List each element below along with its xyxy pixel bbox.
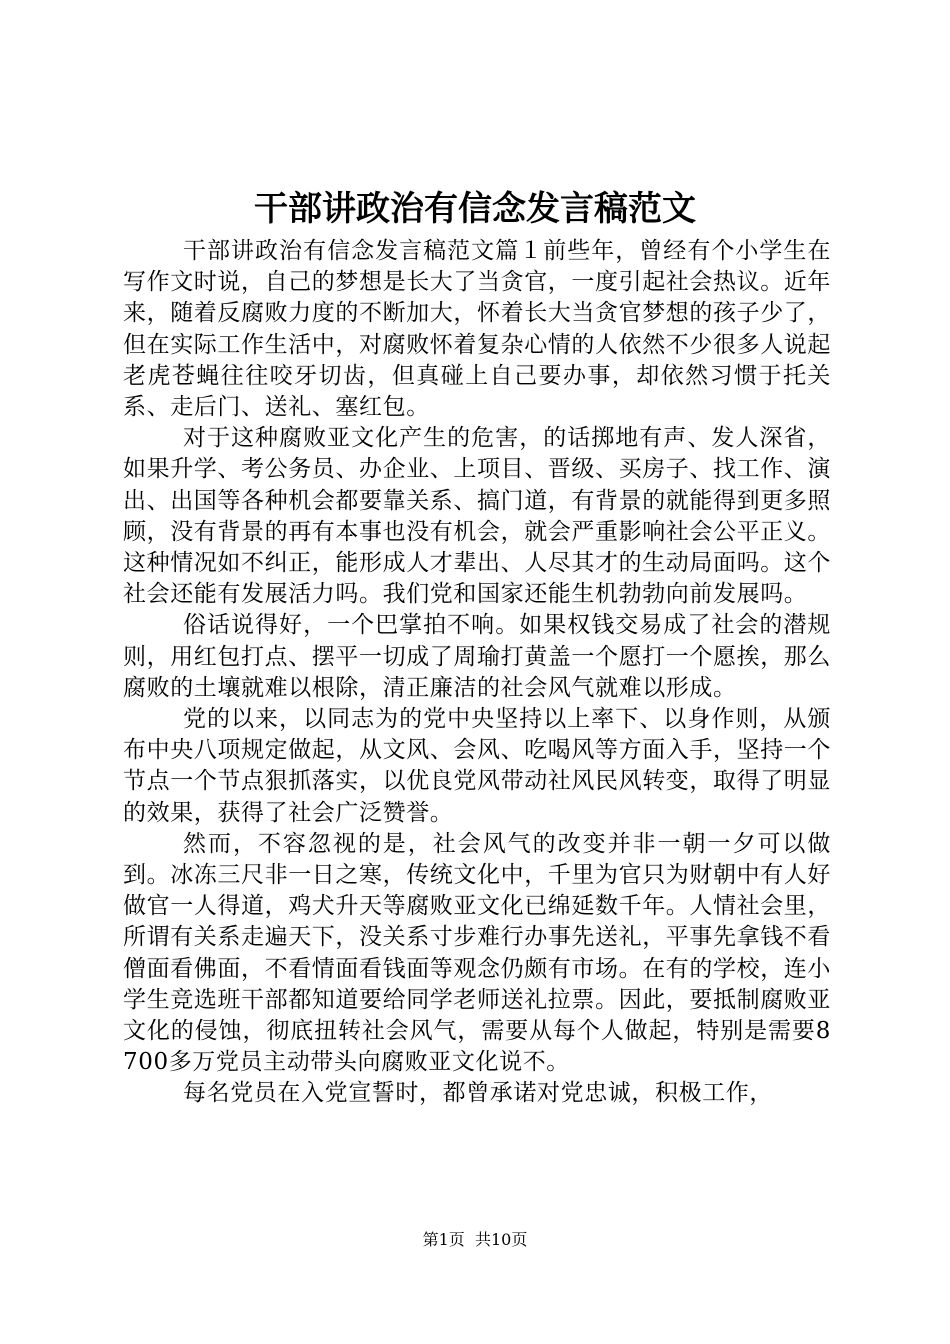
paragraph-1: 干部讲政治有信念发言稿范文篇１前些年，曾经有个小学生在写作文时说，自己的梦想是长大了当贪官，一度引起社会热议。近年来，随着反腐败力度的不断加大，怀着长大当贪官梦想的孩子少了，但在实际工作生活中，对腐败怀着复杂心情的人依然不少很多人说起老虎苍蝇往往咬牙切齿，但真碰上自己要办事，却依然习惯于托关系、走后门、送礼、塞红包。: [123, 238, 831, 421]
paragraph-6: 每名党员在入党宣誓时，都曾承诺对党忠诚，积极工作，: [183, 1080, 773, 1107]
document-body: [123, 236, 831, 1110]
paragraph-3: 俗话说得好，一个巴掌拍不响。如果权钱交易成了社会的潜规则，用红包打点、摆平一切成了周瑜打黄盖一个愿打一个愿挨，那么腐败的土壤就难以根除，清正廉洁的社会风气就难以形成。: [123, 612, 831, 701]
paragraph-5: 然而，不容忽视的是，社会风气的改变并非一朝一夕可以做到。冰冻三尺非一日之寒，传统文化中，千里为官只为财朝中有人好做官一人得道，鸡犬升天等腐败亚文化已绵延数千年。人情社会里，所谓有关系走遍天下，没关系寸步难行办事先送礼，平事先拿钱不看僧面看佛面，不看情面看钱面等观念仍颇有市场。在有的学校，连小学生竞选班干部都知道要给同学老师送礼拉票。因此，要抵制腐败亚文化的侵蚀，彻底扭转社会风气，需要从每个人做起，特别是需要8700多万党员主动带头向腐败亚文化说不。: [123, 830, 831, 1076]
document-title: 干部讲政治有信念发言稿范文: [254, 189, 696, 229]
paragraph-4: 党的以来，以同志为的党中央坚持以上率下、以身作则，从颁布中央八项规定做起，从文风、会风、吃喝风等方面入手，坚持一个节点一个节点狠抓落实，以优良党风带动社风民风转变，取得了明显的效果，获得了社会广泛赞誉。: [123, 706, 831, 826]
page-number: 第1页: [422, 1230, 465, 1249]
page-footer: [0, 1228, 950, 1252]
paragraph-2: 对于这种腐败亚文化产生的危害，的话掷地有声、发人深省，如果升学、考公务员、办企业、上项目、晋级、买房子、找工作、演出、出国等各种机会都要靠关系、搞门道，有背景的就能得到更多照顾，没有背景的再有本事也没有机会，就会严重影响社会公平正义。这种情况如不纠正，能形成人才辈出、人尽其才的生动局面吗。这个社会还能有发展活力吗。我们党和国家还能生机勃勃向前发展吗。: [123, 425, 831, 608]
page-total: 共10页: [474, 1230, 528, 1249]
